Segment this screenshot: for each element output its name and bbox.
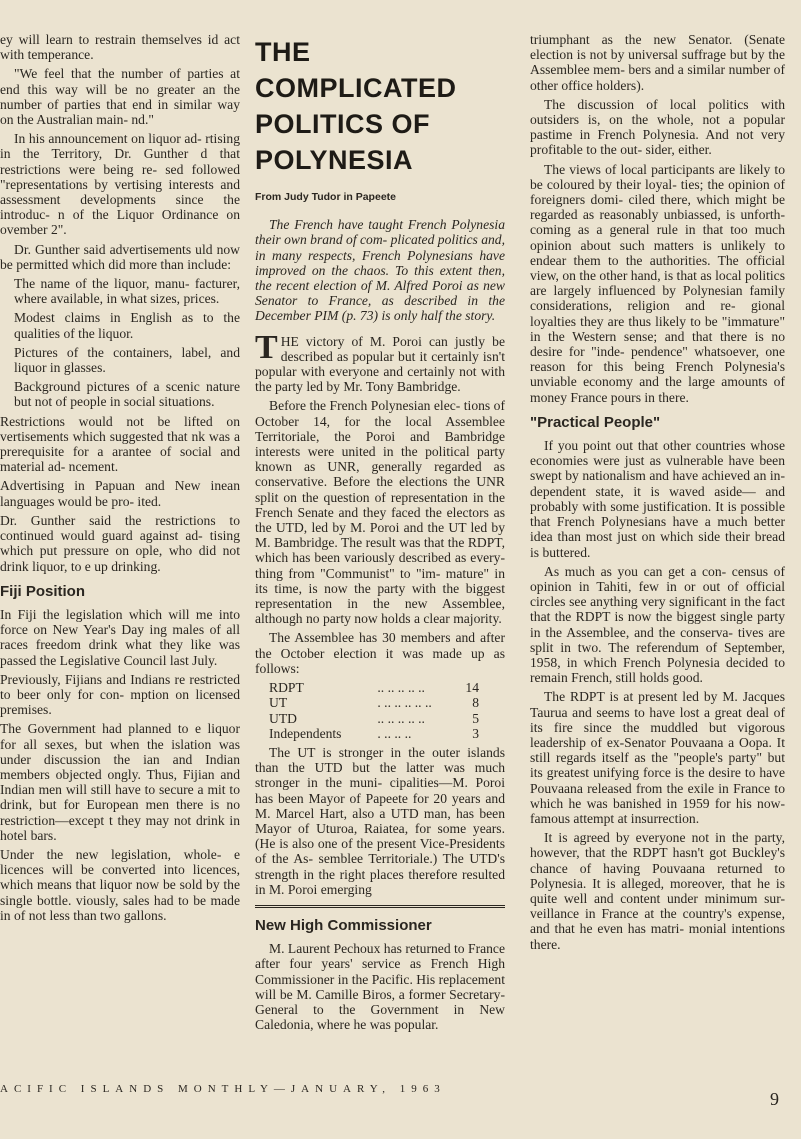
paragraph: Dr. Gunther said advertisements uld now be permitted which did more than include: bbox=[0, 241, 240, 272]
paragraph: Dr. Gunther said the restrictions to continued would guard against ad- tising which put pressure on ople, who did not drink liquor, to e up drinking. bbox=[0, 512, 240, 574]
party-name: RDPT bbox=[269, 680, 304, 696]
paragraph: Previously, Fijians and Indians re restricted to beer only for con- mption on licensed premises. bbox=[0, 671, 240, 718]
table-row bbox=[269, 680, 479, 695]
paragraph: Restrictions would not be lifted on vertisements which suggested that nk was a prerequisite for a arantee of social and material ad- ncement. bbox=[0, 413, 240, 475]
title-line: THE COMPLICATED bbox=[255, 37, 457, 103]
right-column bbox=[530, 32, 785, 956]
leader-dots: .. .. .. .. .. bbox=[377, 710, 425, 726]
paragraph: In his announcement on liquor ad- rtising in the Territory, Dr. Gunther d that restrictions were being re- sed followed "representations by vertising interests and assessment developments since the introduc- n of the Liquor Ordinance on ovember 2". bbox=[0, 131, 240, 238]
paragraph: It is agreed by everyone not in the party, however, that the RDPT hasn't got Buckley's chance of having Pouvaana returned to Polynesia. It is alleged, moreover, that he is quite well and content under minimum sur- veillance in France at the country's expense, and that he even has matri- monial intentions there. bbox=[530, 830, 785, 952]
left-column bbox=[0, 32, 240, 927]
paragraph: M. Laurent Pechoux has returned to France after four years' service as French High Commissioner in the Pacific. His replacement will be M. Camille Biros, a former Secretary- General to the Government in New Caledonia, where he was popular. bbox=[255, 941, 505, 1033]
paragraph: Advertising in Papuan and New inean languages would be pro- ited. bbox=[0, 478, 240, 509]
paragraph: The views of local participants are likely to be coloured by their loyal- ties; the opinion of foreigners domi- ciled there, which might be regarded as reasonably unbiassed, is unforth- coming as a general rule in that too much opinion about such matters is unlikely to endear them to the authorities. The official view, on the other hand, is that as local politics are largely influenced by Polynesian family considerations, religion and re- gional loyalties they are thus likely to be "immature" in the Western sense; and that there is no desire for "inde- pendence" whatsoever, one reason for this being French Polynesia's unviable economy and the large amounts of money France pours in there. bbox=[530, 161, 785, 405]
paragraph: The discussion of local politics with outsiders is, on the whole, not a popular pastime in French Polynesia. And not very profitable to the out- sider, either. bbox=[530, 96, 785, 158]
paragraph: The Assemblee has 30 members and after the October election it was made up as follows: bbox=[255, 630, 505, 676]
table-row bbox=[269, 695, 479, 710]
paragraph: triumphant as the new Senator. (Senate election is not by universal suffrage but by the Assemblee mem- bers and a similar number of other office holders). bbox=[530, 32, 785, 93]
paragraph: The Government had planned to e liquor for all sexes, but when the islation was under discussion the ian and Indian members objected ongly. Thus, Fijian and Indian men will still have to secure a mit to drink, but for European men there is no restriction—except t they may not drink in hotel bars. bbox=[0, 721, 240, 843]
list-item: The name of the liquor, manu- facturer, where available, in what sizes, prices. bbox=[14, 276, 240, 307]
seat-count: 5 bbox=[472, 710, 479, 726]
list-item: Modest claims in English as to the qualities of the liquor. bbox=[14, 310, 240, 341]
list-item: Pictures of the containers, label, and liquor in glasses. bbox=[14, 344, 240, 376]
table-row bbox=[269, 726, 479, 741]
title-line: POLITICS OF bbox=[255, 109, 431, 139]
list-item: Background pictures of a scenic nature but not of people in social situations. bbox=[14, 379, 240, 410]
article-title bbox=[255, 34, 505, 178]
seat-count: 3 bbox=[472, 725, 479, 741]
section-heading: Fiji Position bbox=[0, 582, 85, 600]
paragraph: As much as you can get a con- census of opinion in Tahiti, few in or out of official circles see anything very significant in the fact that the RDPT is now the biggest single party in the Assemblee, and the conserva- tives are split in two. The referendum of September, 1958, in which French Polynesia decided to remain French, still holds good. bbox=[530, 563, 785, 686]
standfirst: The French have taught French Polynesia their own brand of com- plicated politics and, in many respects, French Polynesians have improved on the chaos. To this extent then, the recent election of M. Alfred Poroi as new Senator to France, as described in the December PIM (p. 73) is only half the story. bbox=[255, 217, 505, 324]
paragraph: In Fiji the legislation which will me into force on New Year's Day ing males of all races freedom drink what they like was passed the Legislative Council last July. bbox=[0, 606, 240, 668]
leader-dots: . .. .. .. bbox=[377, 725, 412, 741]
section-heading: "Practical People" bbox=[530, 413, 661, 431]
party-name: Independents bbox=[269, 725, 342, 741]
lead-paragraph: THE victory of M. Poroi can justly be described as popular but it certainly isn't popular with everyone and certainly not with the party led by Mr. Tony Bambridge. bbox=[255, 328, 505, 395]
leader-dots: . .. .. .. .. .. bbox=[377, 695, 432, 711]
paragraph: ey will learn to restrain themselves id act with temperance. bbox=[0, 32, 240, 63]
title-line: POLYNESIA bbox=[255, 145, 414, 175]
paragraph: The UT is stronger in the outer islands than the UTD but the latter was much stronger in the muni- cipalities—M. Poroi has been Mayor of Papeete for 20 years and M. Marcel Hart, also a UTD man, has been Mayor of Uturoa, Raiatea, for some years. (He is also one of the present Vice-Presidents of the As- semblee Territoriale.) The UTD's strength in the right places therefore resulted in M. Poroi emerging bbox=[255, 744, 505, 897]
section-divider bbox=[255, 905, 505, 908]
election-results-table bbox=[269, 680, 479, 741]
section-heading: New High Commissioner bbox=[255, 916, 432, 934]
seat-count: 14 bbox=[465, 680, 479, 696]
leader-dots: .. .. .. .. .. bbox=[377, 680, 425, 696]
page-number: 9 bbox=[770, 1089, 779, 1109]
paragraph: Before the French Polynesian elec- tions of October 14, for the local Assemblee Territoriale, the Poroi and Bambridge interests were united in the political party known as UNR, generally regarded as conservative. Before the elections the UNR split on the question of representation in the French Senate and they faced the electors as the UTD, led by M. Poroi and the UT led by M. Bambridge. The result was that the RDPT, which has been variously described as every- thing from "Communist" to "im- mature" in its time, is now the party with the biggest representation in the new Assemblee, although no party now holds a clear majority. bbox=[255, 398, 505, 627]
paragraph: Under the new legislation, whole- e licences will be converted into licences, which means that liquor now be sold by the single bottle. viously, sales had to be made in of not less than two gallons. bbox=[0, 846, 240, 923]
middle-column bbox=[255, 32, 505, 1036]
byline: From Judy Tudor in Papeete bbox=[255, 191, 396, 203]
party-name: UTD bbox=[269, 710, 297, 726]
table-row bbox=[269, 711, 479, 726]
party-name: UT bbox=[269, 695, 288, 711]
paragraph: If you point out that other countries whose economies were just as vulnerable have been swept by nationalism and have achieved an in- dependent state, it is waved aside— and probably with some justification. It is possible that French Polynesians have a much better idea than most just on which side their bread is buttered. bbox=[530, 438, 785, 560]
paragraph: The RDPT is at present led by M. Jacques Taurua and seems to have lost a great deal of its fire since the muddled but vigorous leadership of ex-Senator Pouvaana a Oopa. It still regards itself as the "people's party" but its greatest unifying force is the desire to have Pouvaana released from the exile in France to which he was banished in 1959 for his now- famous attempt at insurrection. bbox=[530, 689, 785, 826]
seat-count: 8 bbox=[472, 695, 479, 711]
running-head: ACIFIC ISLANDS MONTHLY—JANUARY, 1963 bbox=[0, 1083, 446, 1095]
paragraph: "We feel that the number of parties at end this way will be no greater an the number of parties that end in similar way on the Australian main- nd." bbox=[0, 66, 240, 128]
